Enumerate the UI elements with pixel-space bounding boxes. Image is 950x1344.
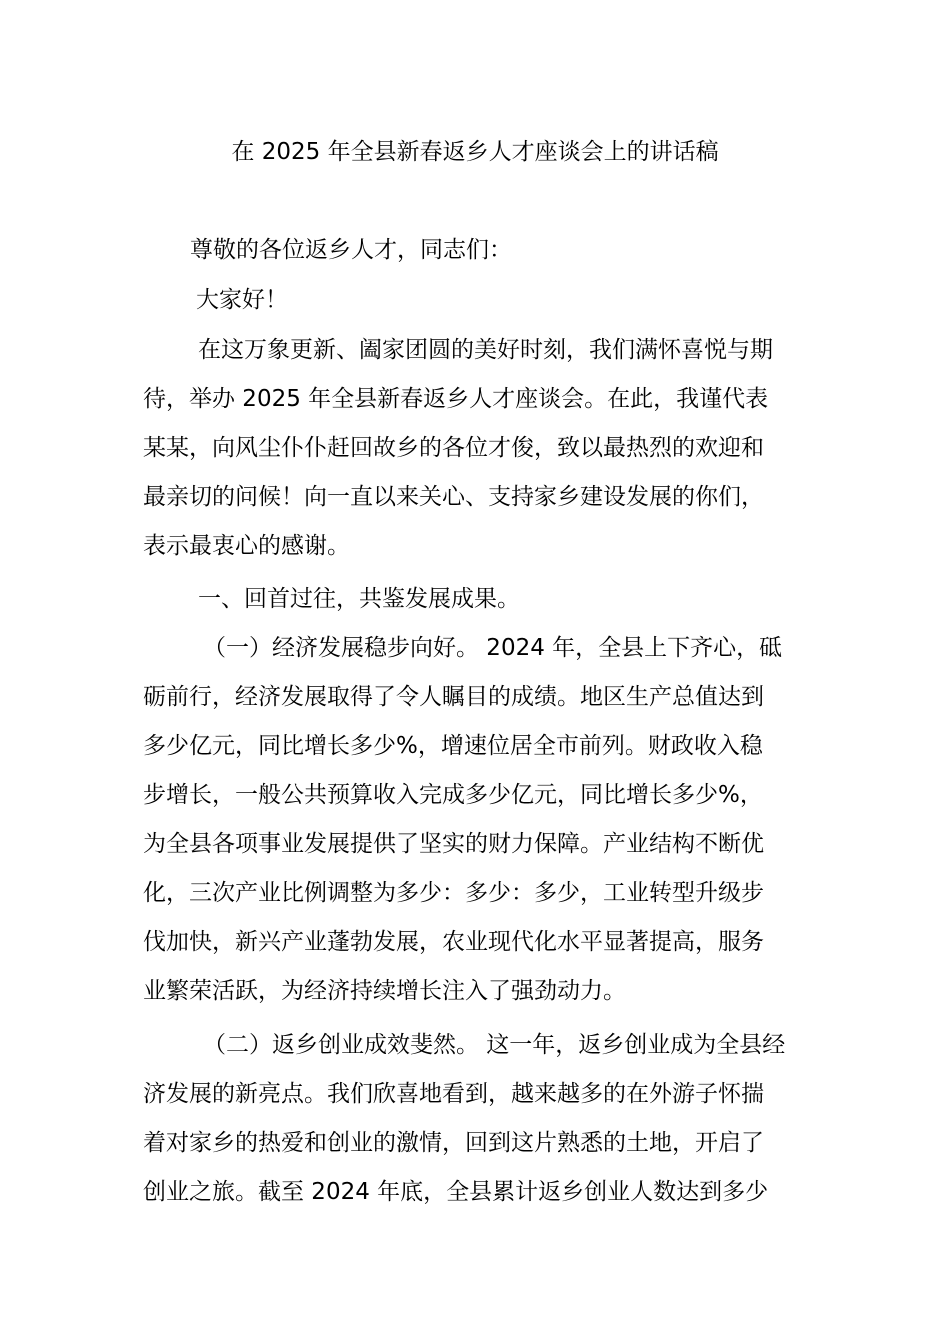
subsection-2-paragraph: [143, 1021, 809, 1217]
section-1-heading-paragraph: [143, 575, 809, 624]
intro-line-1: 在这万象更新、阖家团圆的美好时刻，我们满怀喜悦与期: [198, 337, 773, 363]
subsection-1-line-2: 砺前行，经济发展取得了令人瞩目的成绩。地区生产总值达到: [143, 684, 764, 710]
subsection-1-line-4: 步增长，一般公共预算收入完成多少亿元，同比增长多少%，: [143, 782, 763, 808]
subsection-1-line-1: （一）经济发展稳步向好。 2024 年，全县上下齐心，砥: [203, 635, 783, 661]
document-title: 在 2025 年全县新春返乡人才座谈会上的讲话稿: [231, 139, 719, 165]
intro-line-3: 某某，向风尘仆仆赶回故乡的各位才俊，致以最热烈的欢迎和: [143, 435, 764, 461]
subsection-1-paragraph: [143, 624, 809, 1016]
subsection-2-line-3: 着对家乡的热爱和创业的激情，回到这片熟悉的土地，开启了: [143, 1130, 764, 1156]
intro-line-5: 表示最衷心的感谢。: [143, 533, 350, 559]
subsection-1-line-3: 多少亿元，同比增长多少%，增速位居全市前列。财政收入稳: [143, 733, 763, 759]
intro-line-4: 最亲切的问候！向一直以来关心、支持家乡建设发展的你们，: [143, 484, 764, 510]
greeting-line: 大家好！: [196, 287, 288, 313]
subsection-1-line-6: 化，三次产业比例调整为多少：多少：多少，工业转型升级步: [143, 880, 764, 906]
subsection-1-line-7: 伐加快，新兴产业蓬勃发展，农业现代化水平显著提高，服务: [143, 929, 764, 955]
subsection-2-line-1: （二）返乡创业成效斐然。 这一年，返乡创业成为全县经: [203, 1032, 786, 1058]
subsection-2-line-4: 创业之旅。截至 2024 年底，全县累计返乡创业人数达到多少: [143, 1179, 769, 1205]
subsection-1-line-8: 业繁荣活跃，为经济持续增长注入了强劲动力。: [143, 978, 626, 1004]
subsection-2-line-2: 济发展的新亮点。我们欣喜地看到，越来越多的在外游子怀揣: [143, 1081, 764, 1107]
salutation-paragraph: [143, 226, 809, 275]
subsection-1-line-5: 为全县各项事业发展提供了坚实的财力保障。产业结构不断优: [143, 831, 764, 857]
section-1-heading: 一、回首过往，共鉴发展成果。: [198, 586, 520, 612]
intro-line-2: 待，举办 2025 年全县新春返乡人才座谈会。在此，我谨代表: [143, 386, 769, 412]
salutation-line: 尊敬的各位返乡人才，同志们：: [190, 237, 512, 263]
greeting-paragraph: [143, 276, 809, 325]
intro-paragraph: [143, 326, 809, 571]
